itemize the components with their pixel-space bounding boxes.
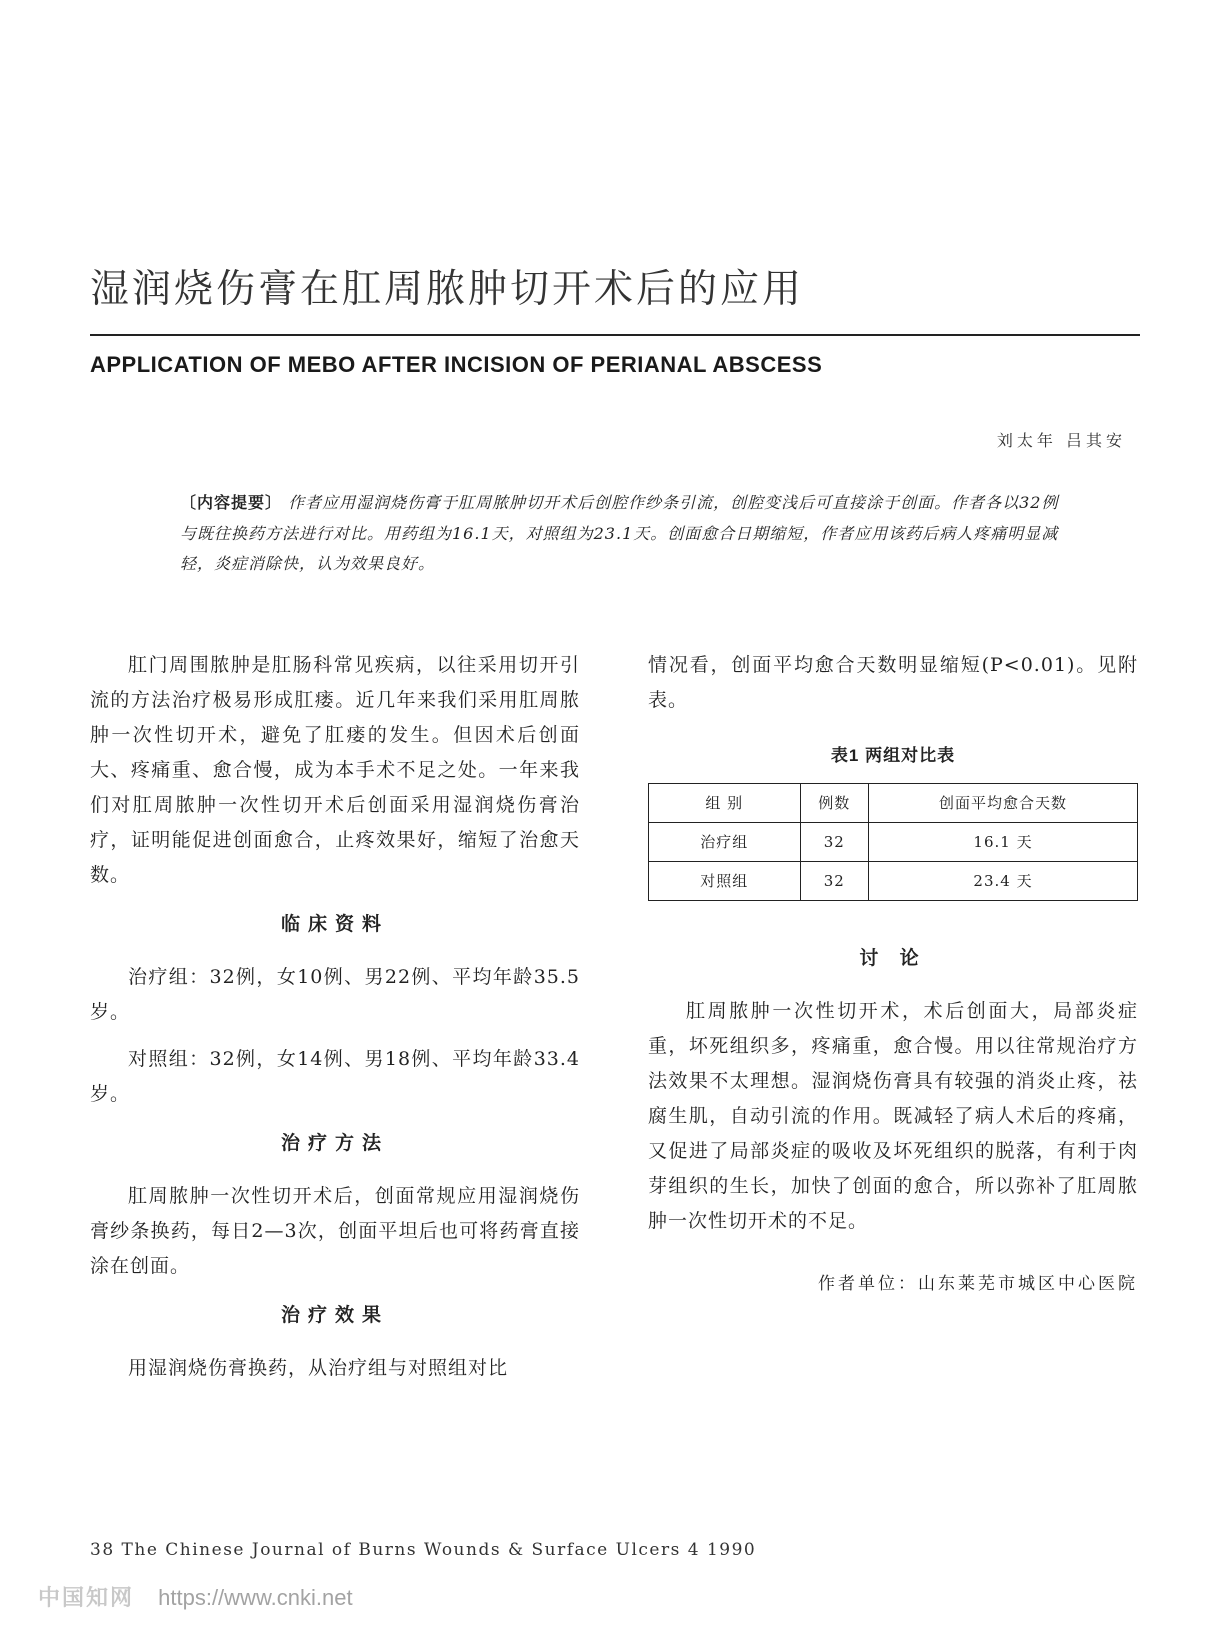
discussion-paragraph: 肛周脓肿一次性切开术，术后创面大，局部炎症重，坏死组织多，疼痛重，愈合慢。用以往常规治疗方法效果不太理想。湿润烧伤膏具有较强的消炎止疼，祛腐生肌，自动引流的作用。既减轻了病人术后的疼痛，又促进了局部炎症的吸收及坏死组织的脱落，有利于肉芽组织的生长，加快了创面的愈合，所以弥补了肛周脓肿一次性切开术的不足。 [648, 1000, 1138, 1232]
article-title-chinese: 湿润烧伤膏在肛周脓肿切开术后的应用 [90, 267, 805, 312]
title-divider [90, 334, 1140, 336]
table-cell: 16.1 天 [869, 823, 1138, 862]
section-heading-discussion: 讨 论 [859, 948, 927, 969]
table-header-cell: 组 别 [649, 784, 801, 823]
cnki-logo: 中国知网 [38, 1585, 135, 1610]
section-heading-results: 治疗效果 [280, 1305, 389, 1326]
table-header-cell: 例数 [800, 784, 868, 823]
results-continued-paragraph: 情况看，创面平均愈合天数明显缩短(P<0.01)。见附表。 [648, 654, 1138, 711]
abstract-label: 〔内容提要〕 [180, 495, 283, 512]
page-footer: 38 The Chinese Journal of Burns Wounds & Surface Ulcers 4 1990 [90, 1540, 757, 1560]
abstract [180, 488, 1060, 579]
author-names: 刘太年 吕其安 [996, 431, 1126, 450]
cnki-watermark [38, 1581, 353, 1612]
table-header-cell: 创面平均愈合天数 [869, 784, 1138, 823]
cnki-url: https://www.cnki.net [158, 1585, 353, 1610]
table-row [649, 823, 1138, 862]
abstract-text: 作者应用湿润烧伤膏于肛周脓肿切开术后创腔作纱条引流，创腔变浅后可直接涂于创面。作者各以32例与既往换药方法进行对比。用药组为16.1天，对照组为23.1天。创面愈合日期缩短，作者应用该药后病人疼痛明显减轻，炎症消除快，认为效果良好。 [180, 493, 1059, 573]
comparison-table [648, 783, 1138, 901]
table-cell: 23.4 天 [869, 862, 1138, 901]
left-column [90, 648, 580, 1398]
table-header-row [649, 784, 1138, 823]
treatment-group-paragraph: 治疗组：32例，女10例、男22例、平均年龄35.5岁。 [90, 966, 580, 1023]
table-cell: 32 [800, 862, 868, 901]
article-title-english: APPLICATION OF MEBO AFTER INCISION OF PERIANAL ABSCESS [90, 352, 823, 377]
author-affiliation: 作者单位：山东莱芜市城区中心医院 [818, 1274, 1138, 1294]
right-column [648, 648, 1138, 1302]
method-paragraph: 肛周脓肿一次性切开术后，创面常规应用湿润烧伤膏纱条换药，每日2—3次，创面平坦后也可将药膏直接涂在创面。 [90, 1185, 580, 1277]
results-paragraph: 用湿润烧伤膏换药，从治疗组与对照组对比 [128, 1357, 509, 1379]
section-heading-clinical-data: 临床资料 [280, 914, 389, 935]
table-cell: 32 [800, 823, 868, 862]
table-row [649, 862, 1138, 901]
table-cell: 对照组 [649, 862, 801, 901]
table-cell: 治疗组 [649, 823, 801, 862]
table-caption: 表1 两组对比表 [830, 746, 956, 765]
intro-paragraph: 肛门周围脓肿是肛肠科常见疾病，以往采用切开引流的方法治疗极易形成肛瘘。近几年来我们采用肛周脓肿一次性切开术，避免了肛瘘的发生。但因术后创面大、疼痛重、愈合慢，成为本手术不足之处。一年来我们对肛周脓肿一次性切开术后创面采用湿润烧伤膏治疗，证明能促进创面愈合，止疼效果好，缩短了治愈天数。 [90, 654, 580, 886]
control-group-paragraph: 对照组：32例，女14例、男18例、平均年龄33.4岁。 [90, 1048, 580, 1105]
section-heading-method: 治疗方法 [280, 1133, 389, 1154]
